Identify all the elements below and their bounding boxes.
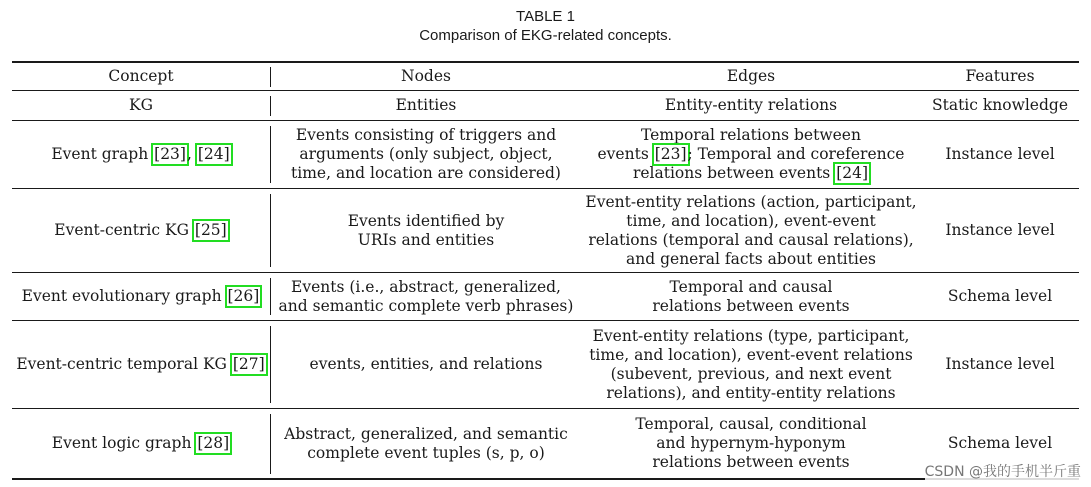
nodes-text: events, entities, and relations (309, 355, 543, 373)
citation-link[interactable]: [23] (154, 145, 186, 163)
edges-line: time, and location), event-event relations (589, 345, 913, 364)
nodes-text: Entities (395, 96, 457, 114)
nodes-cell (271, 321, 581, 408)
citation-link[interactable]: [26] (227, 287, 260, 305)
nodes-cell (271, 121, 581, 188)
concept-text: Event evolutionary graph [26] (21, 287, 260, 305)
edges-line: Temporal and causal (669, 277, 833, 296)
bottom-rule (12, 478, 1079, 480)
concept-cell (12, 121, 270, 188)
edges-line: (subevent, previous, and next event (610, 364, 892, 383)
citation-link[interactable]: [27] (232, 355, 265, 373)
concept-cell (12, 189, 270, 272)
nodes-line: and semantic complete verb phrases) (278, 296, 574, 315)
edges-cell (581, 321, 921, 408)
citation-link[interactable]: [24] (197, 145, 230, 163)
concept-text: Event graph [23], [24] (51, 145, 230, 163)
edges-line: relations (temporal and causal relations), (588, 230, 914, 249)
features-cell: Schema level (947, 287, 1053, 305)
nodes-cell (271, 409, 581, 478)
features-cell: Instance level (945, 355, 1055, 373)
edges-line: relations), and entity-entity relations (606, 383, 896, 402)
edges-line: relations between events (652, 453, 850, 471)
edges-cell (581, 121, 921, 188)
edges-line: and hypernym-hyponym (656, 434, 846, 452)
edges-line: Temporal relations between (641, 126, 861, 144)
nodes-line: Abstract, generalized, and semantic (284, 424, 568, 443)
edges-cell (581, 273, 921, 320)
edges-line: Temporal, causal, conditional (635, 415, 867, 433)
concept-cell (12, 91, 270, 120)
nodes-line: complete event tuples (s, p, o) (307, 443, 545, 462)
edges-cell (581, 189, 921, 272)
edges-line: and general facts about entities (626, 249, 876, 268)
edges-line: events [23]; Temporal and coreference (597, 145, 905, 163)
concept-text: Event-centric temporal KG [27] (16, 355, 265, 373)
nodes-line: URIs and entities (357, 230, 495, 249)
edges-cell (581, 409, 921, 478)
watermark: CSDN @我的手机半斤重 (925, 461, 1081, 481)
table-caption-label: TABLE 1 (516, 8, 575, 25)
header-edges: Edges (726, 67, 776, 85)
header-features: Features (965, 67, 1035, 85)
concept-text: KG (129, 96, 153, 114)
features-cell: Static knowledge (931, 96, 1068, 114)
nodes-line: time, and location are considered) (291, 164, 561, 182)
edges-line: relations between events (652, 296, 850, 315)
edges-cell (581, 91, 921, 120)
concept-text: Event logic graph [28] (51, 434, 230, 452)
nodes-line: arguments (only subject, object, (299, 145, 553, 163)
citation-link[interactable]: [28] (197, 434, 230, 452)
concept-cell (12, 409, 270, 478)
table-caption-title: Comparison of EKG-related concepts. (419, 27, 672, 44)
nodes-cell (271, 91, 581, 120)
edges-line: time, and location), event-event (626, 211, 876, 230)
concept-cell (12, 273, 270, 320)
edges-text: Entity-entity relations (664, 96, 838, 114)
features-cell: Instance level (945, 145, 1055, 163)
nodes-cell (271, 273, 581, 320)
header-nodes: Nodes (401, 67, 451, 85)
nodes-line: Events consisting of triggers and (295, 126, 557, 144)
edges-line: Event-entity relations (type, participant, (592, 326, 910, 345)
concept-text: Event-centric KG [25] (54, 221, 227, 239)
concept-cell (12, 321, 270, 408)
features-cell: Instance level (945, 221, 1055, 239)
header-concept: Concept (108, 67, 174, 85)
citation-link[interactable]: [23] (654, 145, 687, 163)
citation-link[interactable]: [25] (194, 221, 227, 239)
nodes-cell (271, 189, 581, 272)
nodes-line: Events identified by (347, 211, 505, 230)
features-cell: Schema level (947, 434, 1053, 452)
citation-link[interactable]: [24] (836, 164, 869, 182)
edges-line: Event-entity relations (action, participant, (585, 192, 917, 211)
edges-line: relations between events [24] (632, 164, 869, 182)
nodes-line: Events (i.e., abstract, generalized, (291, 277, 561, 296)
